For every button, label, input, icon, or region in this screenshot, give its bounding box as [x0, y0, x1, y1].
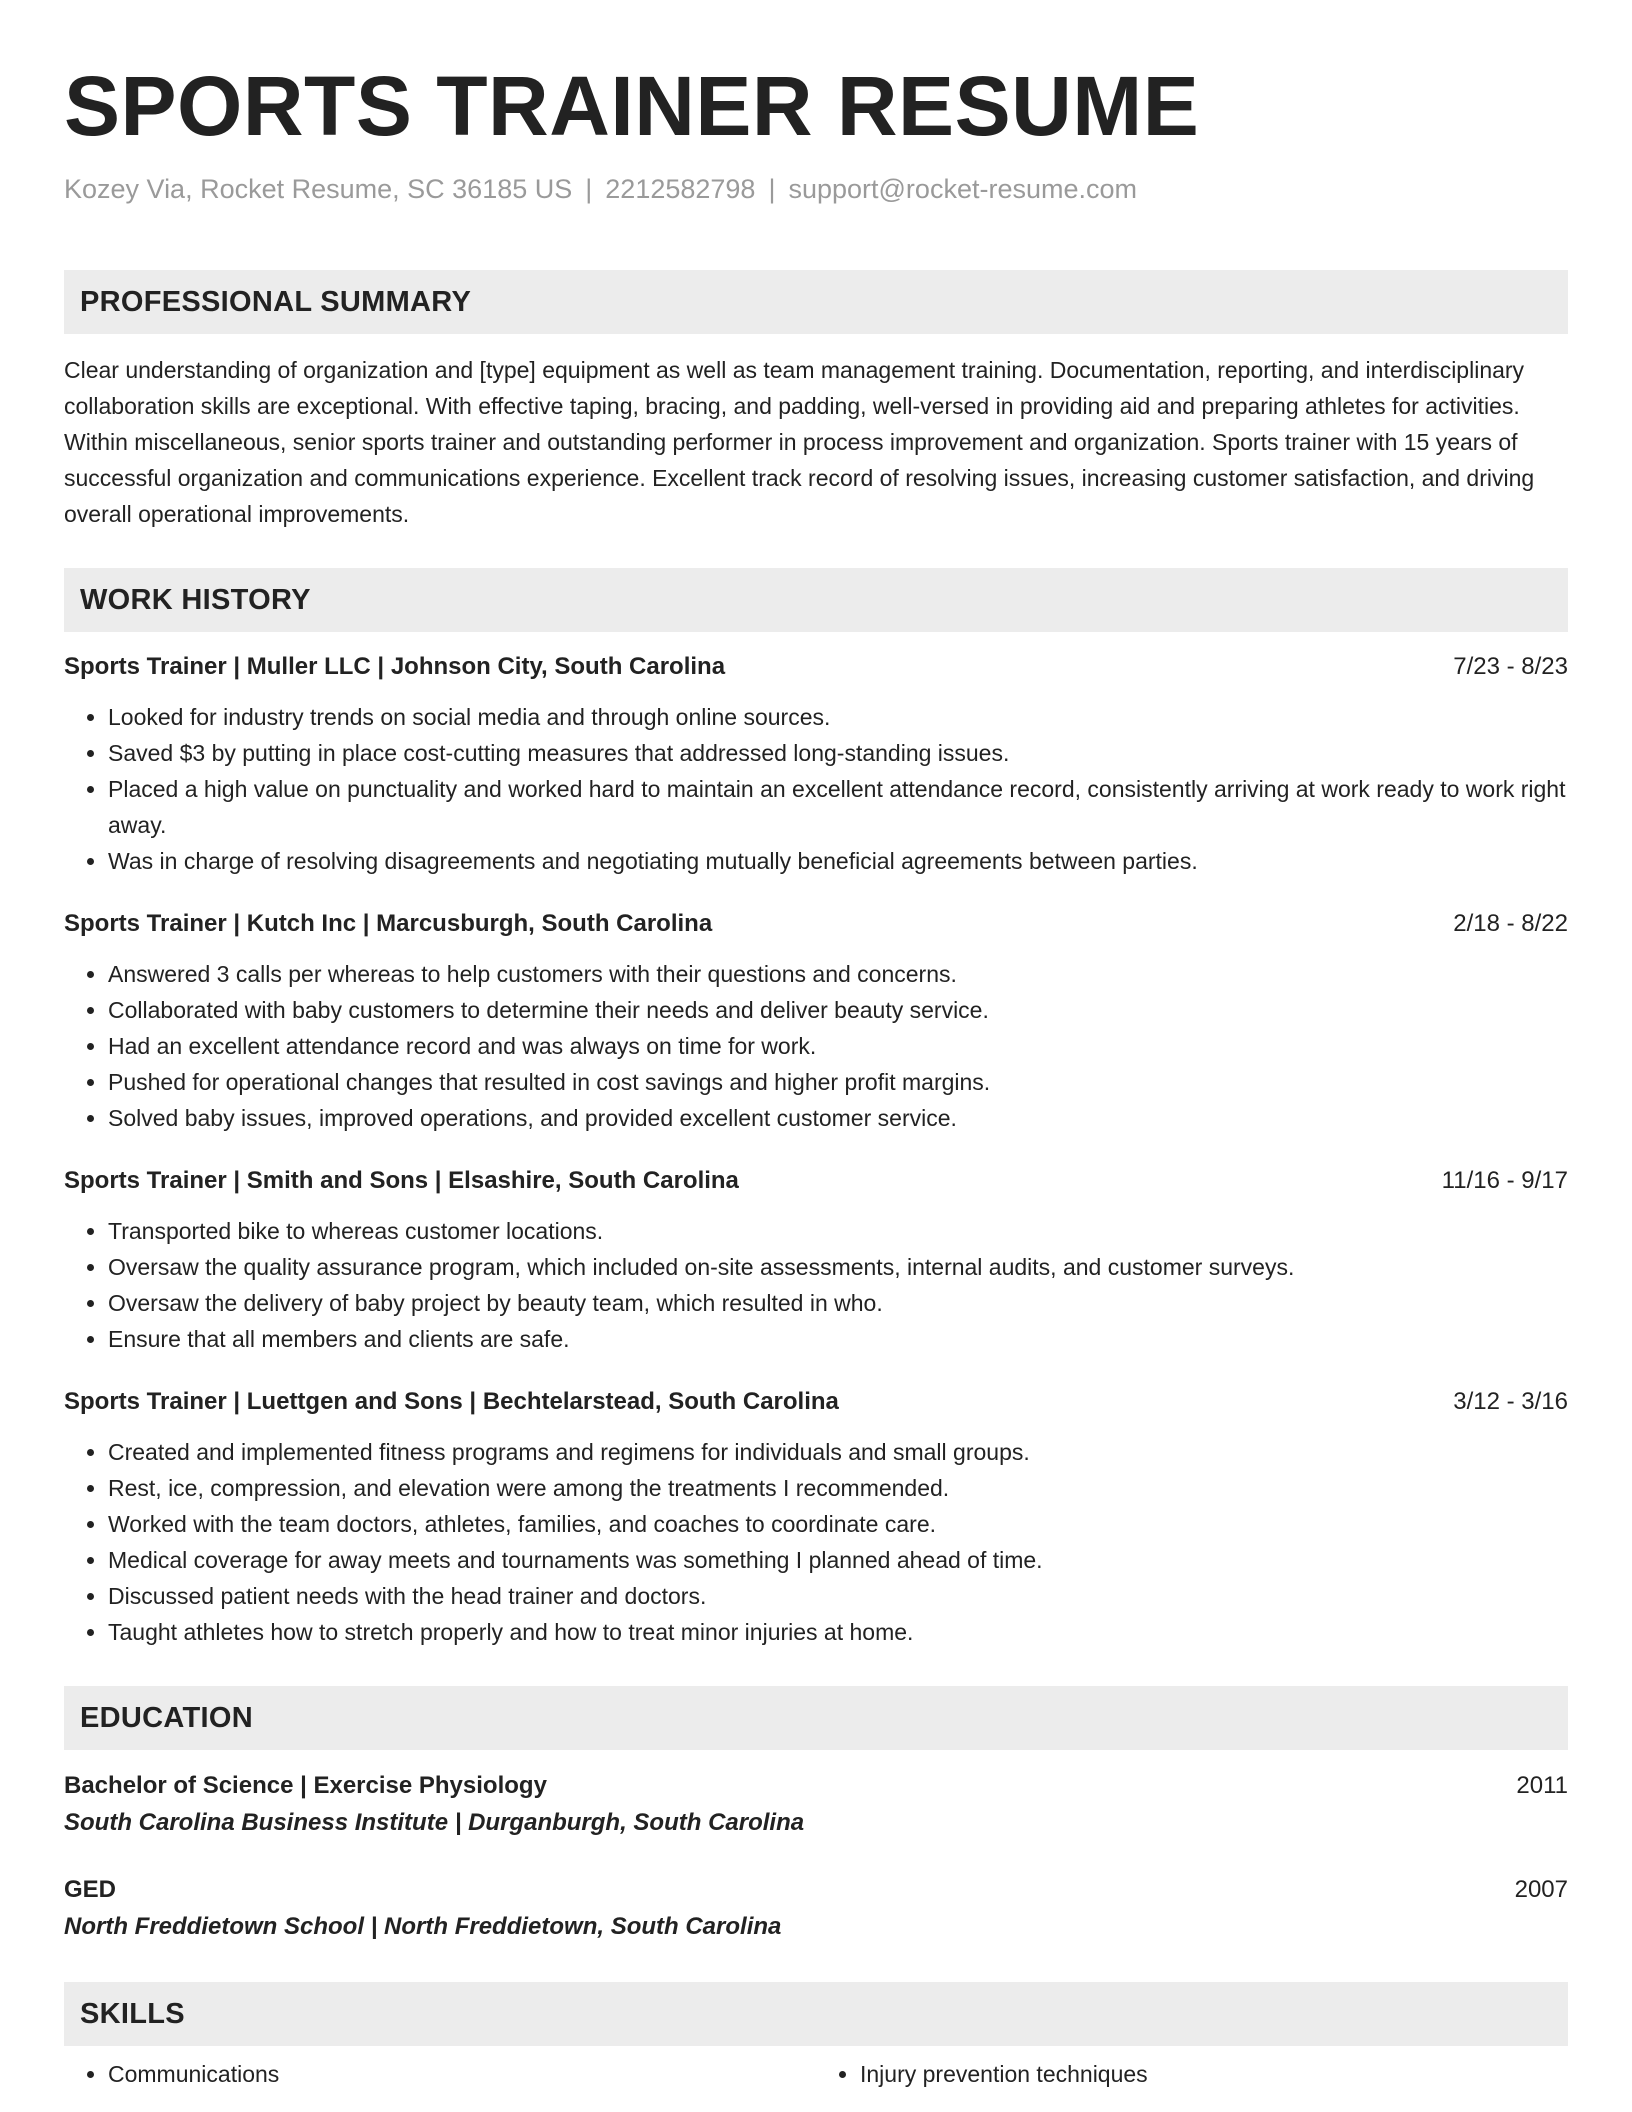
contact-phone: 2212582798 [605, 174, 756, 204]
section-header-summary: PROFESSIONAL SUMMARY [64, 270, 1568, 334]
list-item: • Collaborated with baby customers to determine their needs and deliver beauty service. [108, 992, 1568, 1028]
list-item: • Solved baby issues, improved operations, and provided excellent customer service. [108, 1100, 1568, 1136]
job-entry [64, 907, 1568, 1136]
list-item: • Was in charge of resolving disagreements and negotiating mutually beneficial agreements between parties. [108, 843, 1568, 879]
job-dates: 7/23 - 8/23 [1453, 653, 1568, 680]
education-degree: GED [64, 1876, 117, 1903]
skills-list [64, 2056, 1568, 2092]
job-bullets [64, 1434, 1568, 1650]
list-item: • Answered 3 calls per whereas to help customers with their questions and concerns. [108, 956, 1568, 992]
section-header-work: WORK HISTORY [64, 568, 1568, 632]
skills-column-right [816, 2056, 1568, 2092]
job-entry [64, 1385, 1568, 1650]
list-item: • Discussed patient needs with the head trainer and doctors. [108, 1578, 1568, 1614]
list-item: • Oversaw the quality assurance program, which included on-site assessments, internal audits, and customer surveys. [108, 1249, 1568, 1285]
education-entry [64, 1872, 1568, 1946]
section-header-education: EDUCATION [64, 1686, 1568, 1750]
education-year: 2011 [1516, 1772, 1568, 1799]
list-item: • Saved $3 by putting in place cost-cutting measures that addressed long-standing issues. [108, 735, 1568, 771]
list-item: • Had an excellent attendance record and was always on time for work. [108, 1028, 1568, 1064]
list-item: • Oversaw the delivery of baby project by beauty team, which resulted in who. [108, 1285, 1568, 1321]
list-item: • Worked with the team doctors, athletes, families, and coaches to coordinate care. [108, 1506, 1568, 1542]
job-dates: 2/18 - 8/22 [1453, 910, 1568, 937]
list-item: • Injury prevention techniques [860, 2056, 1568, 2092]
list-item: • Communications [108, 2056, 816, 2092]
education-year: 2007 [1514, 1876, 1568, 1903]
job-title: Sports Trainer | Muller LLC | Johnson City, South Carolina [64, 653, 726, 680]
list-item: • Pushed for operational changes that resulted in cost savings and higher profit margins. [108, 1064, 1568, 1100]
job-dates: 11/16 - 9/17 [1441, 1167, 1568, 1194]
skills-column-left [64, 2056, 816, 2092]
job-bullets [64, 1213, 1568, 1357]
contact-separator: | [585, 174, 593, 204]
contact-email: support@rocket-resume.com [788, 174, 1137, 204]
job-bullets [64, 956, 1568, 1136]
education-school: South Carolina Business Institute | Durganburgh, South Carolina [64, 1809, 805, 1836]
list-item: • Looked for industry trends on social media and through online sources. [108, 699, 1568, 735]
resume-title: SPORTS TRAINER RESUME [64, 59, 1200, 153]
list-item: • Taught athletes how to stretch properly and how to treat minor injuries at home. [108, 1614, 1568, 1650]
job-entry [64, 1164, 1568, 1357]
education-degree: Bachelor of Science | Exercise Physiology [64, 1772, 547, 1799]
job-dates: 3/12 - 3/16 [1453, 1388, 1568, 1415]
list-item: • Placed a high value on punctuality and worked hard to maintain an excellent attendance record, consistently arriving at work ready to work right away. [108, 771, 1568, 843]
summary-text: Clear understanding of organization and [type] equipment as well as team management training. Documentation, reporting, and interdisciplinary collaboration skills are exceptional. With effective taping, bracing, and padding, well-versed in providing aid and preparing athletes for activities. Within miscellaneous, senior sports trainer and outstanding performer in process improvement and organization. Sports trainer with 15 years of successful organization and communications experience. Excellent track record of resolving issues, increasing customer satisfaction, and driving overall operational improvements. [64, 357, 1535, 527]
job-title: Sports Trainer | Luettgen and Sons | Bechtelarstead, South Carolina [64, 1388, 839, 1415]
list-item: • Transported bike to whereas customer locations. [108, 1213, 1568, 1249]
contact-address: Kozey Via, Rocket Resume, SC 36185 US [64, 174, 573, 204]
list-item: • Medical coverage for away meets and tournaments was something I planned ahead of time. [108, 1542, 1568, 1578]
education-school: North Freddietown School | North Freddietown, South Carolina [64, 1913, 782, 1940]
list-item: • Created and implemented fitness programs and regimens for individuals and small groups. [108, 1434, 1568, 1470]
section-header-skills: SKILLS [64, 1982, 1568, 2046]
education-entry [64, 1768, 1568, 1842]
job-entry [64, 650, 1568, 879]
list-item: • Rest, ice, compression, and elevation were among the treatments I recommended. [108, 1470, 1568, 1506]
job-title: Sports Trainer | Kutch Inc | Marcusburgh, South Carolina [64, 910, 713, 937]
contact-line [64, 172, 1568, 206]
contact-separator: | [768, 174, 776, 204]
job-title: Sports Trainer | Smith and Sons | Elsashire, South Carolina [64, 1167, 739, 1194]
list-item: • Ensure that all members and clients are safe. [108, 1321, 1568, 1357]
job-bullets [64, 699, 1568, 879]
